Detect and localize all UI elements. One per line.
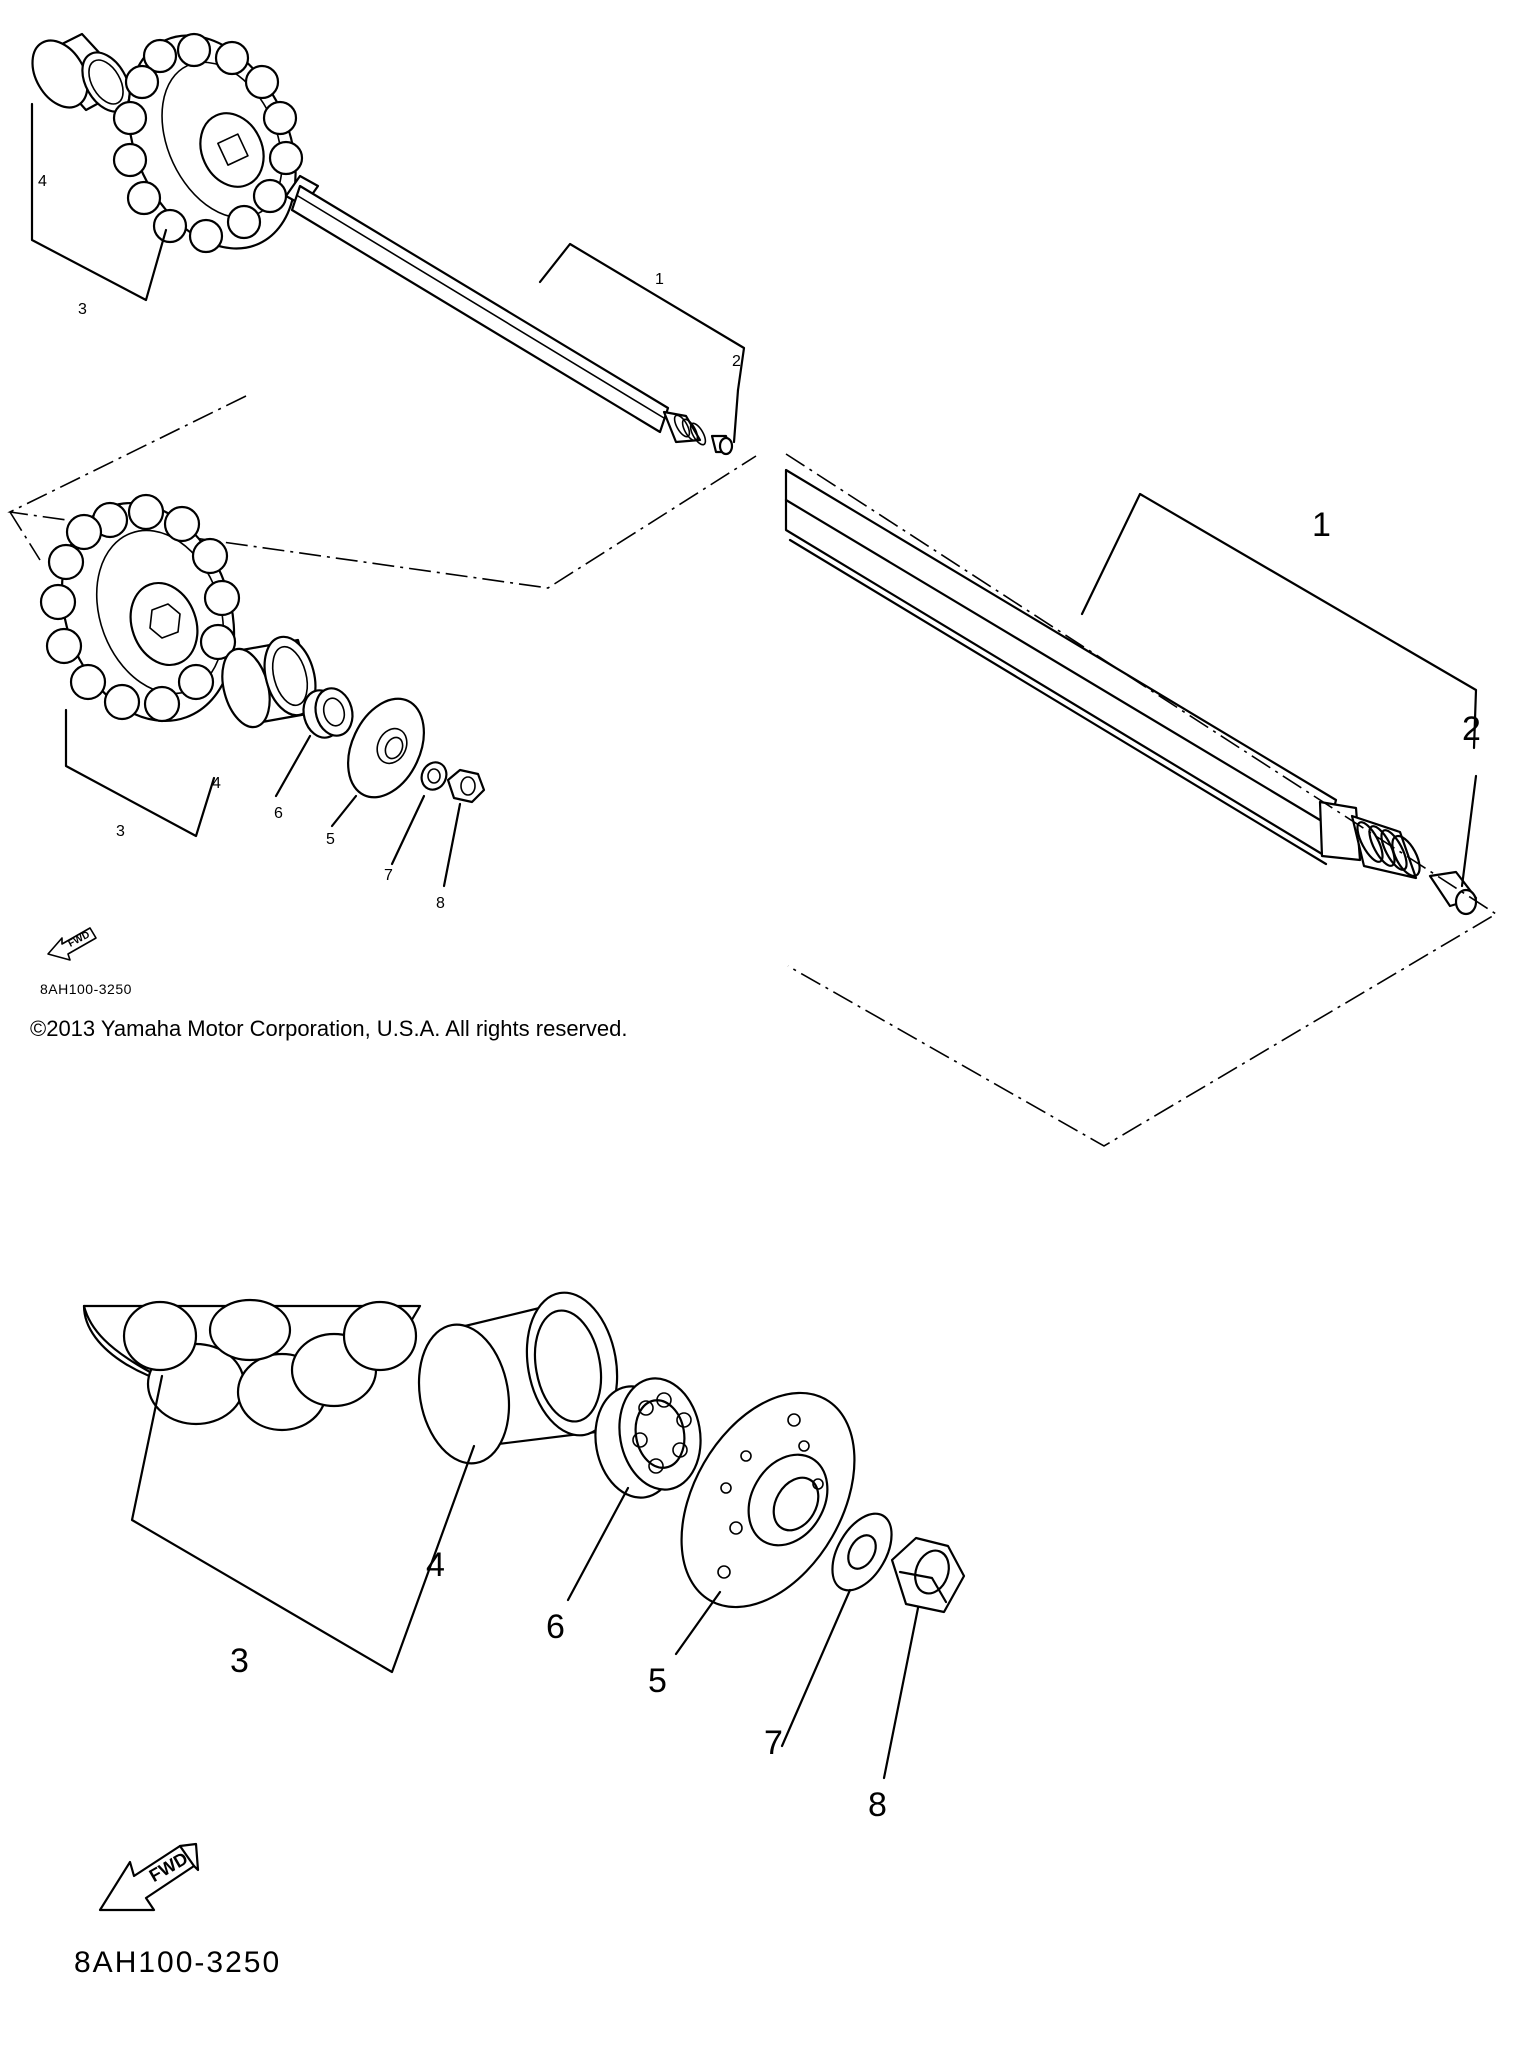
callout-label: 1 <box>1312 506 1331 544</box>
callout-label: 5 <box>326 831 335 848</box>
callout-label: 4 <box>38 173 47 190</box>
callout-label: 1 <box>655 271 664 288</box>
nut-small <box>448 770 484 802</box>
callout-label: 2 <box>1462 710 1481 748</box>
callout-label: 4 <box>212 775 221 792</box>
callout-label: 3 <box>78 301 87 318</box>
callout-label: 7 <box>384 867 393 884</box>
shaft-top <box>286 176 732 454</box>
callout-label: 7 <box>764 1724 783 1762</box>
sprocket-top <box>96 8 328 275</box>
nut-large <box>892 1538 964 1612</box>
callout-label: 2 <box>732 353 741 370</box>
bearing-detail-drawing <box>84 1285 964 1778</box>
washer-small <box>417 758 451 794</box>
callout-label: 3 <box>116 823 125 840</box>
callout-label: 3 <box>230 1642 249 1680</box>
copyright-notice: ©2013 Yamaha Motor Corporation, U.S.A. All rights reserved. <box>30 1016 628 1041</box>
callout-label: 8 <box>868 1786 887 1824</box>
fwd-label-large: FWD <box>145 1848 192 1886</box>
callout-label: 5 <box>648 1662 667 1700</box>
callout-label: 6 <box>546 1608 565 1646</box>
shaft-detail-drawing <box>786 454 1496 1146</box>
drawing-code-large: 8AH100-3250 <box>74 1946 282 1979</box>
callout-label: 4 <box>426 1546 445 1584</box>
overview-drawing <box>10 8 756 886</box>
fwd-label-small: FWD <box>66 929 92 950</box>
drawing-code-small: 8AH100-3250 <box>40 981 132 997</box>
callout-label: 8 <box>436 895 445 912</box>
callout-label: 6 <box>274 805 283 822</box>
